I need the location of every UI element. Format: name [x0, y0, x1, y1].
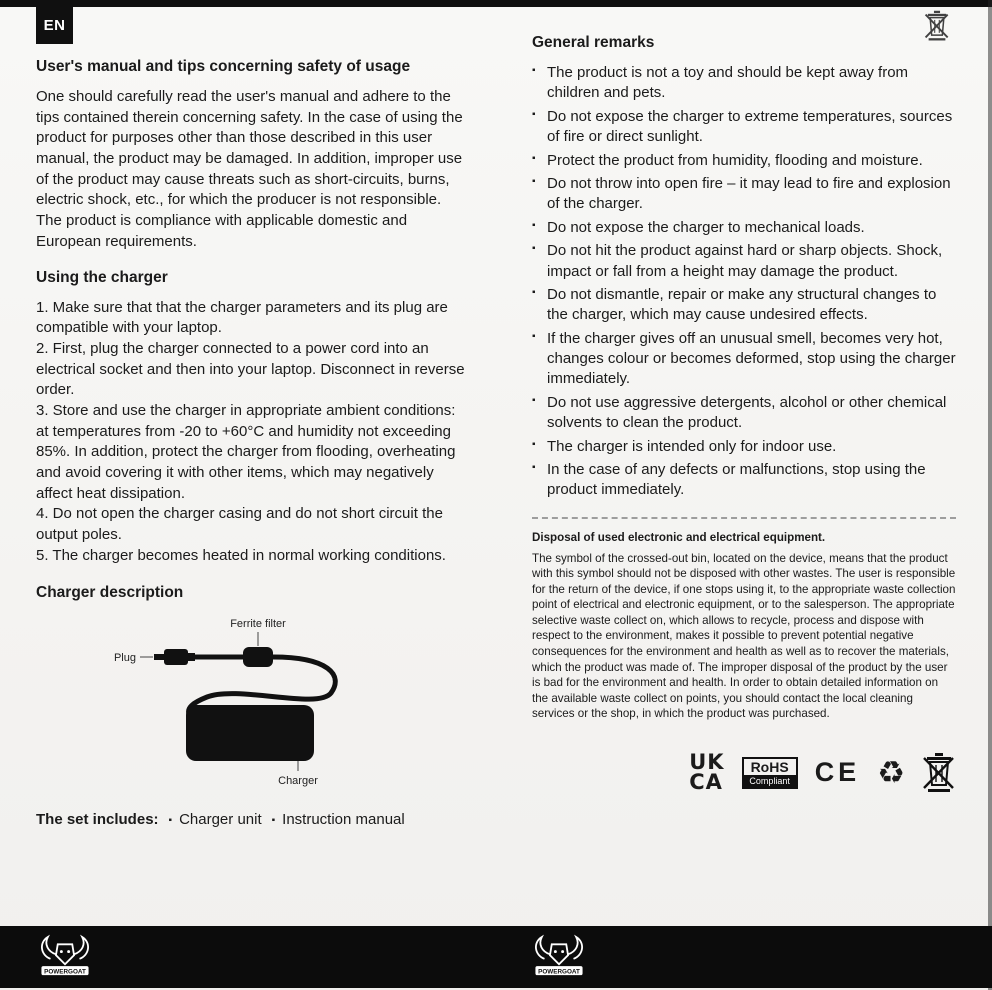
general-remarks-heading: General remarks: [532, 34, 655, 51]
step-5: 5. The charger becomes heated in normal working conditions.: [36, 546, 446, 564]
set-includes-item: ▪ Instruction manual: [262, 811, 405, 828]
remark-item: ▪ The product is not a toy and should be kept away from children and pets.: [532, 63, 956, 104]
right-column: [532, 34, 956, 794]
remark-item: ▪ Do not dismantle, repair or make any structural changes to the charger, which may cause undesired effects.: [532, 285, 956, 326]
scan-edge-shadow: [988, 0, 992, 990]
plug-label: Plug: [113, 652, 136, 665]
compliance-marks: [532, 752, 956, 794]
safety-body: One should carefully read the user's manual and adhere to the tips contained therein concerning safety. In the case of using the product for purposes other than those described in this user manual, the product may be damaged. In addition, improper use of the product may cause threats such as short-circuits, burns, electric shock, etc., for which the producer is not responsible. The product is compliance with applicable domestic and European requirements.: [36, 88, 463, 250]
set-includes-item: ▪ Charger unit: [159, 811, 262, 828]
rohs-compliant-label: Compliant: [744, 775, 796, 787]
weee-bin-icon: [922, 752, 956, 794]
footer-bar: [0, 926, 992, 988]
left-column: [36, 58, 468, 828]
remark-item: ▪ If the charger gives off an unusual smell, becomes very hot, changes colour or becomes deformed, stop using the charger immediately.: [532, 329, 956, 390]
rohs-mark: [742, 757, 798, 789]
set-includes-label: The set includes:: [36, 811, 159, 829]
disposal-heading: Disposal of used electronic and electrical equipment.: [532, 530, 826, 544]
brand-text: POWERGOAT: [538, 968, 580, 976]
ce-mark: CE: [814, 757, 861, 788]
general-remarks-list: [532, 63, 956, 501]
set-includes: [36, 811, 468, 828]
remark-item: ▪ Do not use aggressive detergents, alcohol or other chemical solvents to clean the product.: [532, 393, 956, 434]
remark-item: ▪ The charger is intended only for indoor use.: [532, 437, 956, 457]
charger-label: Charger: [278, 775, 318, 788]
ukca-top: UK: [689, 750, 725, 775]
ukca-bottom: CA: [689, 769, 723, 794]
charger-diagram: [36, 613, 468, 793]
top-border: [0, 0, 992, 7]
powergoat-logo: [36, 933, 94, 981]
step-4: 4. Do not open the charger casing and do not short circuit the output poles.: [36, 505, 443, 544]
step-1: 1. Make sure that that the charger parameters and its plug are compatible with your laptop.: [36, 298, 448, 337]
ukca-mark: [689, 750, 725, 794]
powergoat-logo: [530, 933, 588, 981]
remark-item: ▪ In the case of any defects or malfunctions, stop using the product immediately.: [532, 460, 956, 501]
remark-item: ▪ Do not expose the charger to extreme temperatures, sources of fire or direct sunlight.: [532, 107, 956, 148]
rohs-label: RoHS: [750, 758, 789, 775]
recycle-icon: ♻: [877, 755, 905, 791]
remark-item: ▪ Do not throw into open fire – it may lead to fire and explosion of the charger.: [532, 174, 956, 215]
safety-heading: User's manual and tips concerning safety of usage: [36, 58, 411, 75]
step-2: 2. First, plug the charger connected to a power cord into an electrical socket and then into your laptop. Disconnect in reverse order.: [36, 339, 465, 399]
language-badge: EN: [36, 7, 73, 44]
ferrite-filter-label: Ferrite filter: [230, 618, 286, 631]
brand-text: POWERGOAT: [44, 968, 86, 976]
remark-item: ▪ Do not hit the product against hard or sharp objects. Shock, impact or fall from a height may damage the product.: [532, 241, 956, 282]
step-3: 3. Store and use the charger in appropriate ambient conditions: at temperatures from -20 to +60°C and humidity not exceeding 85%. In addition, protect the charger from flooding, overheating and avoid covering it with other items, which may negatively affect heat dissipation.: [36, 401, 456, 502]
disposal-body: The symbol of the crossed-out bin, located on the device, means that the product with this symbol should not be disposed with other wastes. The user is responsible for the return of the device, if one stops using it, to the appropriate waste collection point of electrical and electronic equipment, or to the salesperson. The appropriate selective waste collect on, which allows to recycle, process and dispose with respect to the environment, makes it possible to prevent potential negative consequences for the environment and health as well as to recover the materials, which the product was made of. The improper disposal of the product by the user is bad for the environment and health. In order to obtain detailed information on the available waste collect on points, you should contact the local cleaning services or the shop, in which the product was purchased.: [532, 551, 956, 721]
dashed-divider: [532, 517, 956, 519]
remark-item: ▪ Do not expose the charger to mechanical loads.: [532, 218, 956, 238]
using-charger-heading: Using the charger: [36, 268, 168, 286]
remark-item: ▪ Protect the product from humidity, flooding and moisture.: [532, 151, 956, 171]
charger-description-heading: Charger description: [36, 584, 184, 602]
